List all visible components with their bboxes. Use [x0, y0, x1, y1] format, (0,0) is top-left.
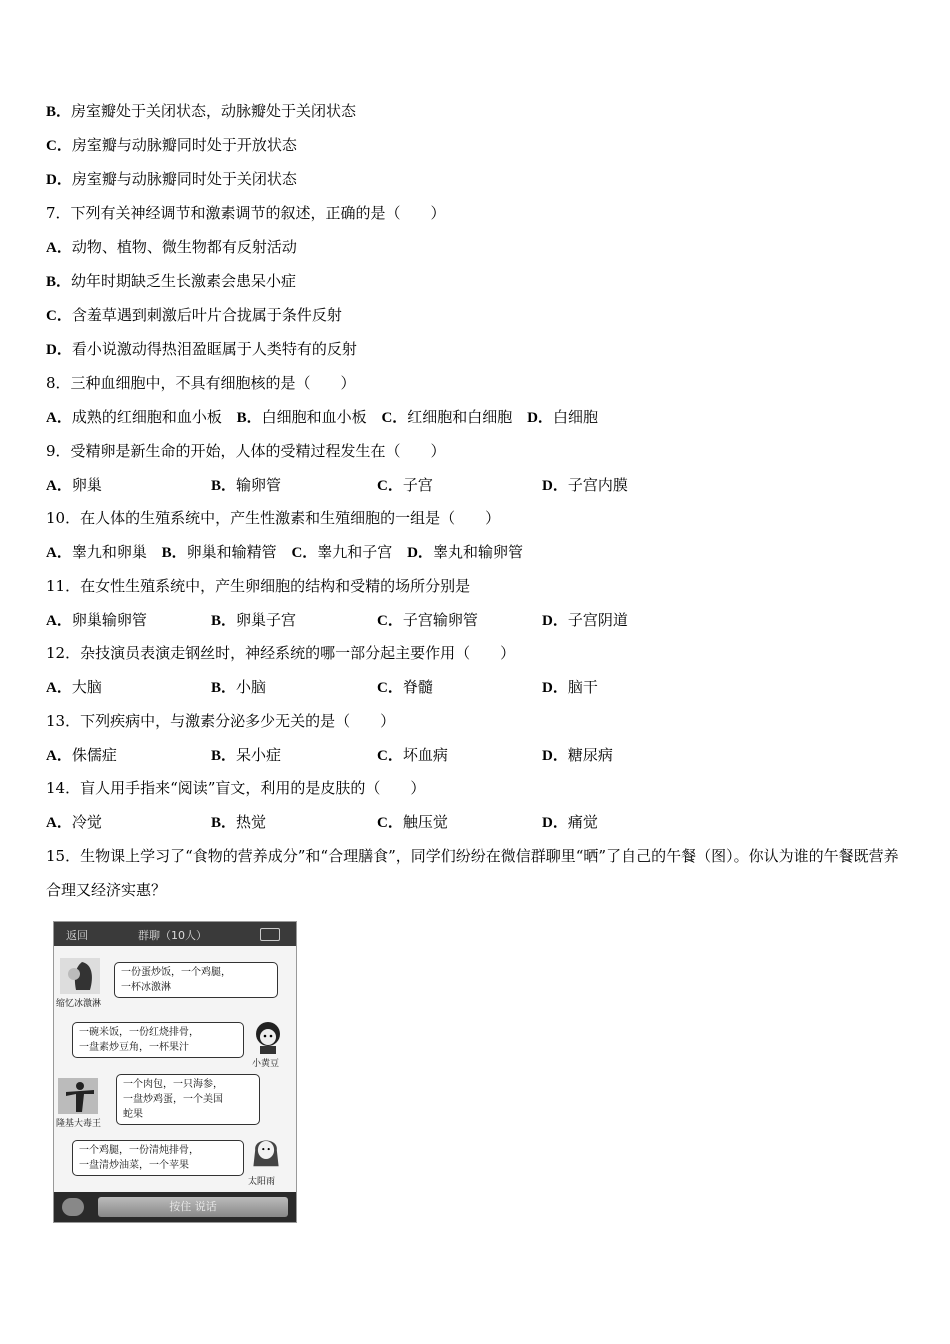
- q14-option-d: D．痛觉: [542, 813, 598, 831]
- q8-stem: 8．三种血细胞中，不具有细胞核的是（ ）: [46, 374, 356, 392]
- avatar-icecream: [60, 958, 100, 994]
- q12-option-b: B．小脑: [211, 678, 267, 696]
- back-button: 返回: [66, 929, 88, 942]
- q13-option-d: D．糖尿病: [542, 746, 613, 764]
- q14-stem: 14．盲人用手指来“阅读”盲文，利用的是皮肤的（ ）: [46, 779, 426, 797]
- sender-name-1: 缩忆冰激淋: [56, 999, 102, 1009]
- avatar-xiaohuangdou: [248, 1018, 288, 1054]
- q10-option-c: C．睾九和子宫: [291, 543, 393, 561]
- q9-option-a: A．卵巢: [46, 476, 102, 494]
- message-bubble-3: 一个肉包，一只海参， 一盘炒鸡蛋，一个美国 蛇果: [116, 1074, 260, 1125]
- message-bubble-4: 一个鸡腿，一份清炖排骨， 一盘清炒油菜，一个苹果: [72, 1140, 244, 1176]
- q11-option-a: A．卵巢输卵管: [46, 611, 147, 629]
- q11-stem: 11．在女性生殖系统中，产生卵细胞的结构和受精的场所分别是: [46, 577, 471, 595]
- lunch-chat-figure: [53, 921, 297, 1223]
- sender-name-2: 小黄豆: [252, 1059, 280, 1069]
- q12-option-a: A．大脑: [46, 678, 102, 696]
- q8-option-c: C．红细胞和白细胞: [381, 408, 513, 426]
- q7-stem: 7．下列有关神经调节和激素调节的叙述，正确的是（ ）: [46, 204, 446, 222]
- q12-stem: 12．杂技演员表演走钢丝时，神经系统的哪一部分起主要作用（ ）: [46, 644, 516, 662]
- avatar-longji: [58, 1078, 98, 1114]
- q8-option-d: D．白细胞: [527, 408, 598, 426]
- q13-option-b: B．呆小症: [211, 746, 282, 764]
- q7-option-b: B．幼年时期缺乏生长激素会患呆小症: [46, 272, 297, 290]
- q10-option-b: B．卵巢和输精管: [161, 543, 277, 561]
- chat-bottombar: [54, 1192, 296, 1222]
- chat-title: 群聊（10人）: [138, 929, 207, 942]
- q6-option-b: B．房室瓣处于关闭状态，动脉瓣处于关闭状态: [46, 102, 357, 120]
- q9-option-d: D．子宫内膜: [542, 476, 628, 494]
- q13-stem: 13．下列疾病中，与激素分泌多少无关的是（ ）: [46, 712, 396, 730]
- avatar-taiyangyu: [246, 1132, 286, 1168]
- q13-option-c: C．坏血病: [377, 746, 448, 764]
- q6-option-d: D．房室瓣与动脉瓣同时处于关闭状态: [46, 170, 297, 188]
- q10-option-a: A．睾九和卵巢: [46, 543, 147, 561]
- q11-option-b: B．卵巢子宫: [211, 611, 297, 629]
- q10-options: [46, 542, 523, 563]
- message-bubble-1: 一份蛋炒饭，一个鸡腿， 一杯冰激淋: [114, 962, 278, 998]
- message-bubble-2: 一碗米饭，一份红烧排骨， 一盘素炒豆角，一杯果汁: [72, 1022, 244, 1058]
- q14-option-c: C．触压觉: [377, 813, 448, 831]
- q8-options: [46, 407, 598, 428]
- q15-stem: 15．生物课上学习了“食物的营养成分”和“合理膳食”，同学们纷纷在微信群聊里“晒”了自己的午餐（图）。你认为谁的午餐既营养合理又经济实惠？: [46, 847, 899, 899]
- group-members-icon: [260, 928, 280, 941]
- q7-option-a: A．动物、植物、微生物都有反射活动: [46, 238, 297, 256]
- q8-option-b: B．白细胞和血小板: [236, 408, 367, 426]
- q9-option-b: B．输卵管: [211, 476, 282, 494]
- q7-option-d: D．看小说激动得热泪盈眶属于人类特有的反射: [46, 340, 357, 358]
- q12-option-d: D．脑干: [542, 678, 598, 696]
- q7-option-c: C．含羞草遇到刺激后叶片合拢属于条件反射: [46, 306, 342, 324]
- q9-option-c: C．子宫: [377, 476, 433, 494]
- q11-option-d: D．子宫阴道: [542, 611, 628, 629]
- q11-option-c: C．子宫输卵管: [377, 611, 478, 629]
- q10-stem: 10．在人体的生殖系统中，产生性激素和生殖细胞的一组是（ ）: [46, 509, 501, 527]
- q8-option-a: A．成熟的红细胞和血小板: [46, 408, 222, 426]
- q13-option-a: A．侏儒症: [46, 746, 117, 764]
- sender-name-4: 太阳雨: [248, 1177, 276, 1187]
- sender-name-3: 隆基大毒王: [56, 1119, 102, 1129]
- q14-option-b: B．热觉: [211, 813, 267, 831]
- q14-option-a: A．冷觉: [46, 813, 102, 831]
- q12-option-c: C．脊髓: [377, 678, 433, 696]
- chat-topbar: [54, 922, 296, 946]
- hold-to-talk-button: 按住 说话: [98, 1197, 288, 1217]
- voice-toggle-icon: [62, 1198, 84, 1216]
- q9-stem: 9．受精卵是新生命的开始，人体的受精过程发生在（ ）: [46, 442, 446, 460]
- q6-option-c: C．房室瓣与动脉瓣同时处于开放状态: [46, 136, 297, 154]
- q10-option-d: D．睾丸和输卵管: [407, 543, 523, 561]
